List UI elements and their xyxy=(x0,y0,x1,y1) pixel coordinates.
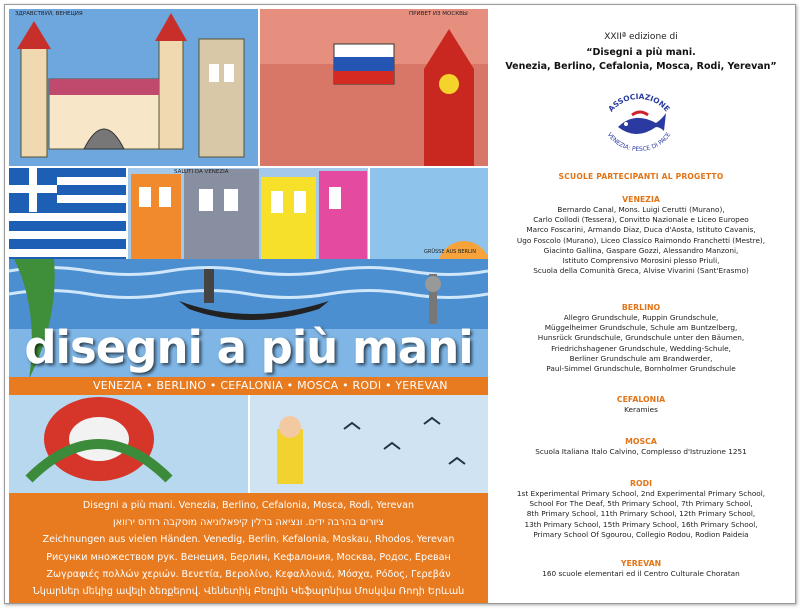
section-cefalonia xyxy=(492,394,790,415)
school-line: Istituto Comprensivo Morosini plesso Priuli, xyxy=(562,256,720,266)
section-body xyxy=(492,569,790,579)
school-line: Ugo Foscolo (Murano), Liceo Classico Raimondo Franchetti (Mestre), xyxy=(516,235,766,245)
multilingual-line: Նկարներ մեկից ավելի ձեռքերով. Վենետիկ Բեռլին Կեֆալոնիա Մոսկվա Ռոդի Երևան xyxy=(32,586,465,598)
school-line: Friedrichshagener Grundschule, Wedding-Schule, xyxy=(551,343,731,353)
section-body xyxy=(492,205,790,276)
school-line: Carlo Collodi (Tessera), Convitto Nazionale e Liceo Europeo xyxy=(533,215,749,225)
event-subtitle xyxy=(492,46,790,74)
section-yerevan xyxy=(492,558,790,579)
school-line: Giacinto Gallina, Gaspare Gozzi, Alessandro Manzoni, xyxy=(543,245,739,255)
multilingual-line: ציורים בהרבה ידים. ונציאה ברלין קיפאלוניאה מוסקבה רודוס ירוואן xyxy=(113,517,384,529)
participants-heading: SCUOLE PARTECIPANTI AL PROGETTO xyxy=(558,172,724,181)
school-line: 1st Experimental Primary School, 2nd Experimental Primary School, xyxy=(516,489,766,498)
school-line: Allegro Grundschule, Ruppin Grundschule, xyxy=(563,313,719,322)
school-line: Paul-Simmel Grundschule, Bornholmer Grundschule xyxy=(546,364,736,374)
section-body xyxy=(492,489,790,540)
school-line: Müggelheimer Grundschule, Schule am Buntzelberg, xyxy=(544,323,738,333)
school-line: Scuola della Comunità Greca, Alvise Vivarini (Sant'Erasmo) xyxy=(533,266,749,276)
section-mosca xyxy=(492,436,790,457)
section-heading: YEREVAN xyxy=(620,559,662,568)
art-caption-mid-center: SALUTI DA VENEZIA xyxy=(174,169,229,175)
school-line: 8th Primary School, 11th Primary School, 12th Primary School, xyxy=(526,509,756,519)
art-caption-top-right: ПРИВЕТ ИЗ МОСКВЫ xyxy=(409,11,468,17)
svg-text:VENEZIA: PESCE DI PACE: VENEZIA: PESCE DI PACE xyxy=(605,131,673,154)
art-caption-mid-left: ΧΑΙΡΕΤΙΣΜΑΤΑ ΑΠΟ ΤΗΝ ΕΛΛΑΔΑ xyxy=(11,249,95,255)
multilingual-line: Disegni a più mani. Venezia, Berlino, Cefalonia, Mosca, Rodi, Yerevan xyxy=(82,500,415,511)
section-heading: MOSCA xyxy=(625,437,657,446)
poster-title: disegni a più mani xyxy=(24,321,473,374)
association-logo xyxy=(596,91,682,155)
art-caption-mid-right: GRÜSSE AUS BERLIN xyxy=(424,249,477,255)
section-body xyxy=(492,313,790,374)
edition-label: XXIIª edizione di xyxy=(604,32,678,42)
school-line: School For The Deaf, 5th Primary School, 7th Primary School, xyxy=(529,499,753,509)
art-caption-top-left: ЗДРАВСТВУЙ, ВЕНЕЦИЯ xyxy=(15,11,83,17)
info-panel xyxy=(492,9,790,599)
school-line: Primary School Of Sgourou, Collegio Rodou, Rodion Paideia xyxy=(533,529,749,539)
artwork-panel xyxy=(9,9,488,603)
school-line: Keramies xyxy=(624,405,658,414)
multilingual-line: Zeichnungen aus vielen Händen. Venedig, Berlin, Kefalonia, Moskau, Rhodos, Yerevan xyxy=(42,534,455,546)
poster-title-block xyxy=(9,323,488,373)
section-rodi xyxy=(492,478,790,540)
section-heading: BERLINO xyxy=(621,303,661,312)
school-line: 13th Primary School, 15th Primary School, 16th Primary School, xyxy=(524,519,758,529)
svg-text:ASSOCIAZIONE: ASSOCIAZIONE xyxy=(606,91,672,114)
multilingual-title-list xyxy=(9,497,488,600)
cities-line: VENEZIA • BERLINO • CEFALONIA • MOSCA • RODI • YEREVAN xyxy=(93,379,448,392)
multilingual-line: Ζωγραφιές πολλών χεριών. Βενετία, Βερολίνο, Κεφαλλονιά, Μόσχα, Ρόδος, Γερεβάν xyxy=(46,568,451,580)
subtitle-line: “Disegni a più mani. xyxy=(586,47,696,58)
section-heading: VENEZIA xyxy=(622,195,660,204)
school-line: Hunsrück Grundschule, Grundschule unter den Bäumen, xyxy=(537,333,745,343)
school-line: Marco Foscarini, Armando Diaz, Duca d'Aosta, Istituto Cavanis, xyxy=(526,225,756,235)
section-body xyxy=(492,405,790,415)
subtitle-line: Venezia, Berlino, Cefalonia, Mosca, Rodi, Yerevan” xyxy=(505,61,777,72)
school-line: Berliner Grundschule am Brandwerder, xyxy=(569,353,713,363)
school-line: Scuola Italiana Italo Calvino, Complesso d'Istruzione 1251 xyxy=(535,447,747,456)
school-line: 160 scuole elementari ed il Centro Culturale Choratan xyxy=(542,569,740,578)
section-body xyxy=(492,447,790,457)
section-venezia xyxy=(492,194,790,276)
section-heading: CEFALONIA xyxy=(616,395,666,404)
section-heading: RODI xyxy=(629,479,652,488)
multilingual-line: Рисунки множеством рук. Венеция, Берлин, Кефалония, Москва, Родос, Ереван xyxy=(46,551,451,563)
school-line: Bernardo Canal, Mons. Luigi Cerutti (Murano), xyxy=(557,205,725,214)
section-berlino xyxy=(492,302,790,374)
